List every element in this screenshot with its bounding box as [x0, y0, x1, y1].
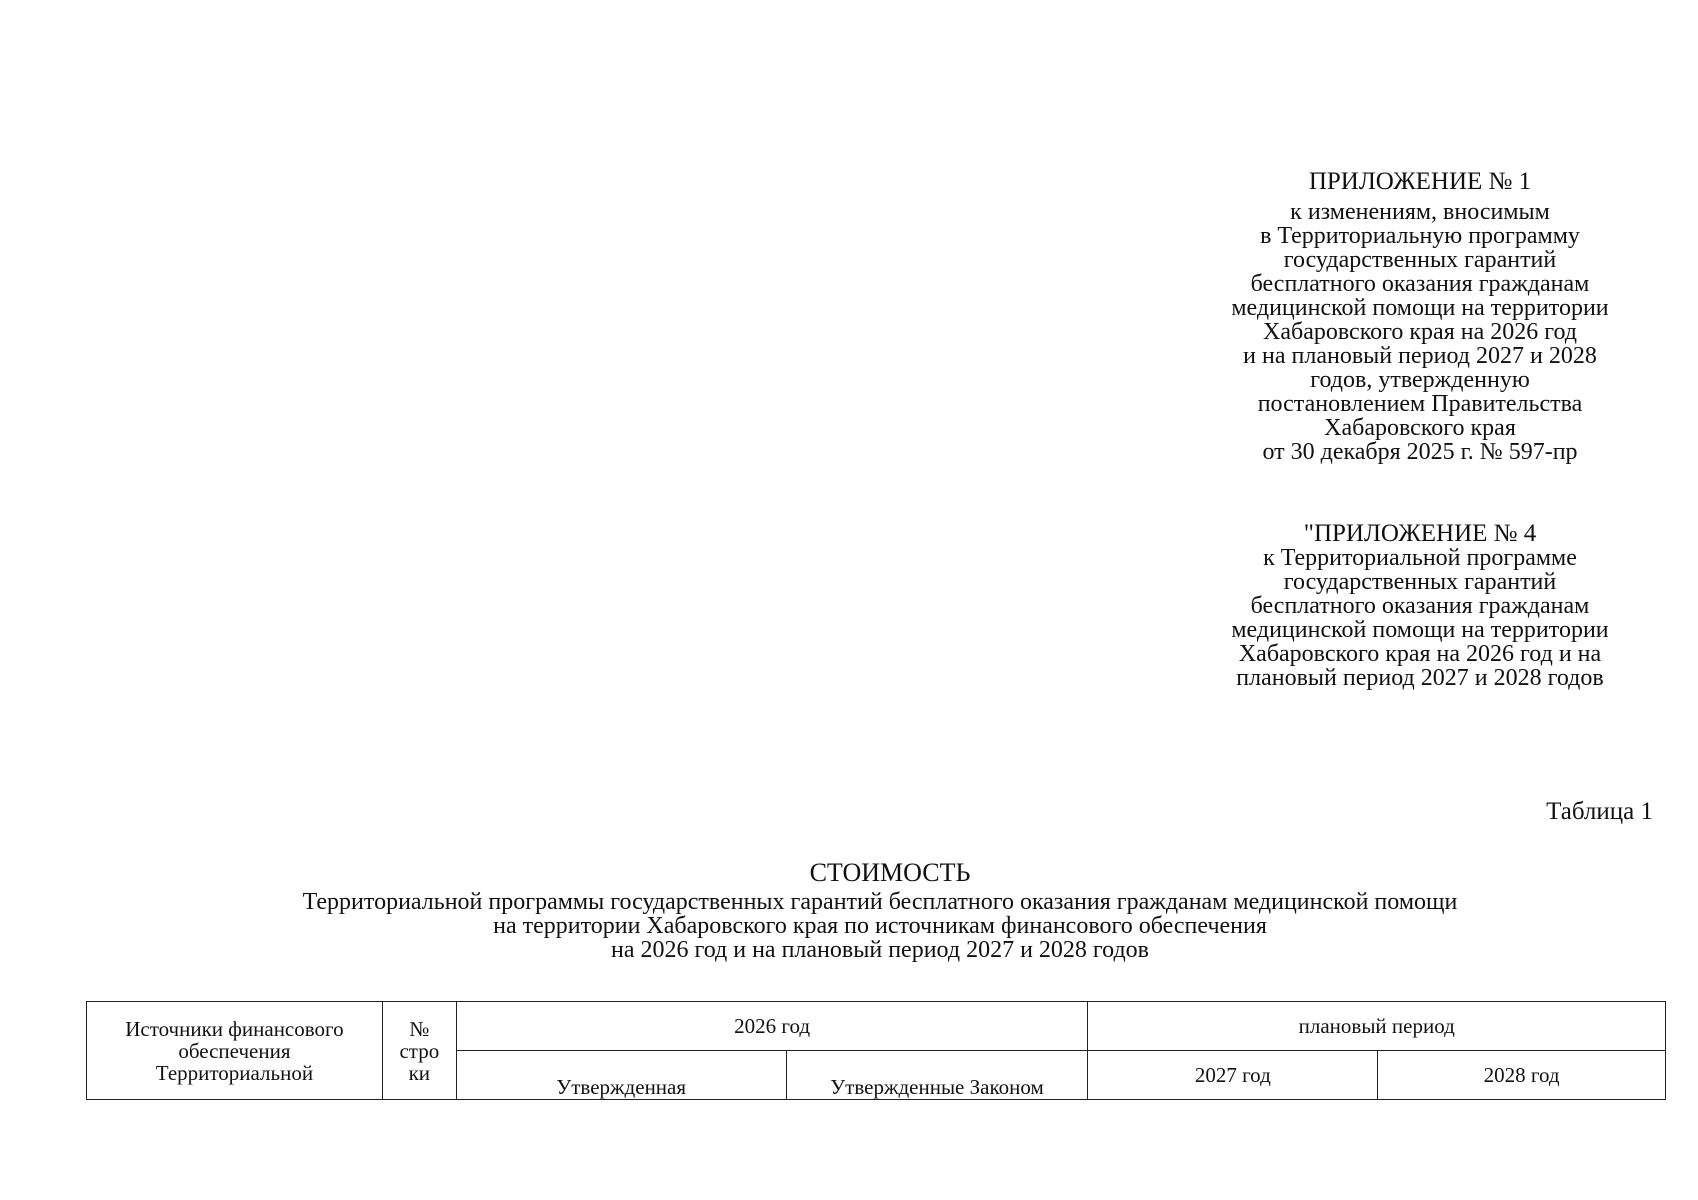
header-approved-by-law — [786, 1051, 1088, 1100]
appendix-4-line: к Территориальной программе — [1263, 545, 1577, 571]
header-text: Источники финансового — [125, 1016, 344, 1041]
table-header-row — [87, 1002, 1666, 1051]
header-text: Утвержденные Законом — [830, 1075, 1044, 1099]
header-planned-period: плановый период — [1088, 1002, 1666, 1051]
header-text: обеспечения — [178, 1038, 291, 1063]
header-text: Утвержденная — [556, 1075, 687, 1099]
appendix-4-line: Хабаровского края на 2026 год и на — [1238, 641, 1602, 667]
subtitle-line: Территориальной программы государственных гарантий бесплатного оказания гражданам медицинской помощи — [302, 889, 1458, 915]
document-subtitle — [150, 890, 1610, 962]
cost-table — [86, 1001, 1666, 1100]
header-approved — [456, 1051, 786, 1100]
appendix-1-line: медицинской помощи на территории — [1231, 295, 1609, 321]
appendix-1-line: Хабаровского края — [1324, 415, 1516, 441]
appendix-1-line: в Территориальную программу — [1260, 223, 1580, 249]
appendix-1-line: постановлением Правительства — [1257, 391, 1583, 417]
header-text: стро — [399, 1038, 440, 1063]
appendix-4-line: медицинской помощи на территории — [1231, 617, 1609, 643]
document-title: СТОИМОСТЬ — [809, 858, 971, 887]
appendix-4-block — [1170, 522, 1670, 690]
appendix-4-heading: "ПРИЛОЖЕНИЕ № 4 — [1303, 520, 1537, 547]
header-text: ки — [408, 1060, 431, 1085]
appendix-1-line: Хабаровского края на 2026 год — [1263, 319, 1577, 345]
header-year-2027: 2027 год — [1088, 1051, 1378, 1100]
appendix-1-line: бесплатного оказания гражданам — [1250, 271, 1590, 297]
appendix-1-block — [1170, 170, 1670, 464]
appendix-1-heading: ПРИЛОЖЕНИЕ № 1 — [1308, 168, 1532, 195]
table-number: Таблица 1 — [1546, 798, 1653, 825]
appendix-1-line: и на плановый период 2027 и 2028 — [1243, 343, 1597, 369]
appendix-4-line: государственных гарантий — [1283, 569, 1557, 595]
header-year-2028: 2028 год — [1378, 1051, 1666, 1100]
header-year-2026: 2026 год — [456, 1002, 1088, 1051]
header-text: № — [409, 1016, 430, 1041]
appendix-1-line: годов, утвержденную — [1310, 367, 1530, 393]
header-funding-sources — [87, 1002, 383, 1100]
subtitle-line: на 2026 год и на плановый период 2027 и 2028 годов — [610, 937, 1150, 963]
appendix-4-line: плановый период 2027 и 2028 годов — [1236, 665, 1604, 691]
header-row-number — [382, 1002, 456, 1100]
appendix-1-line: к изменениям, вносимым — [1290, 199, 1550, 225]
appendix-1-line: от 30 декабря 2025 г. № 597-пр — [1262, 439, 1578, 465]
appendix-4-line: бесплатного оказания гражданам — [1250, 593, 1590, 619]
subtitle-line: на территории Хабаровского края по источникам финансового обеспечения — [493, 913, 1267, 939]
appendix-1-line: государственных гарантий — [1283, 247, 1557, 273]
header-text: Территориальной — [155, 1060, 314, 1085]
